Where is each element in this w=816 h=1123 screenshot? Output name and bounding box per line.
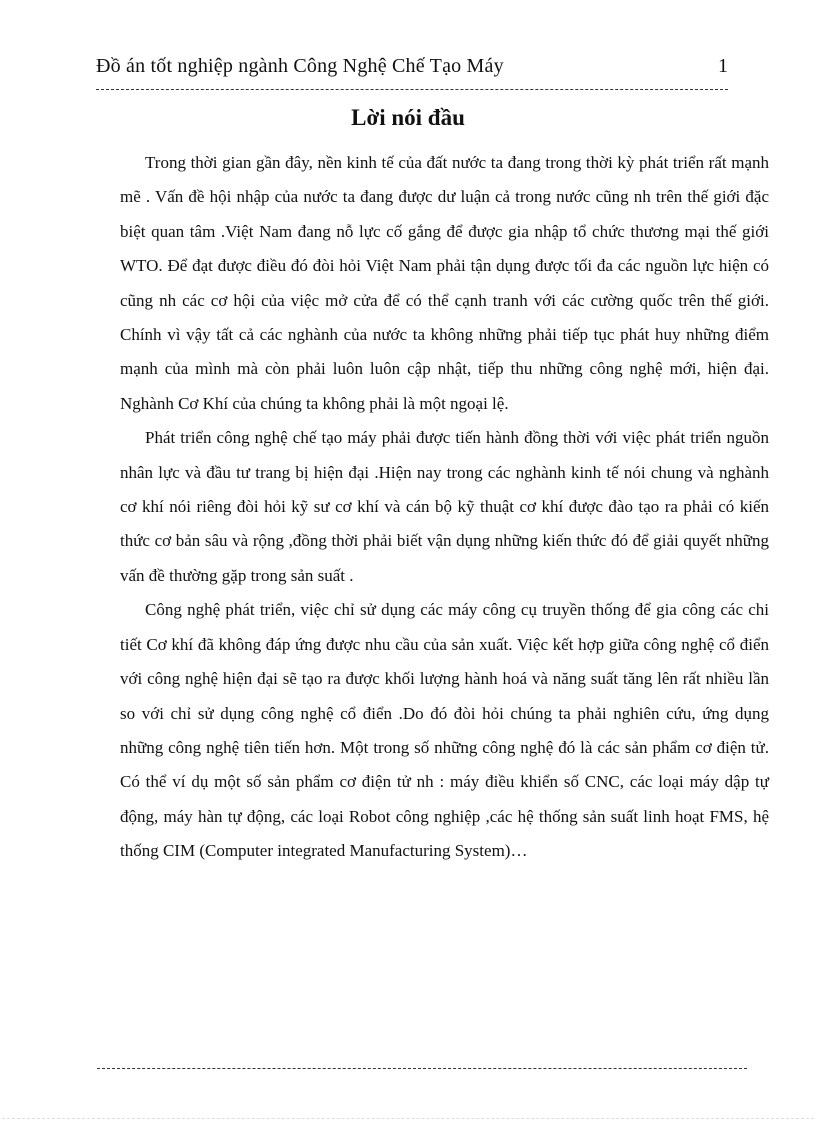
paragraph: Phát triển công nghệ chế tạo máy phải được tiến hành đồng thời với việc phát triển nguồn nhân lực và đầu tư trang bị hiện đại .Hiện nay trong các nghành kinh tế nói chung và nghành cơ khí nói riêng đòi hỏi kỹ sư cơ khí và cán bộ kỹ thuật cơ khí được đào tạo ra phải có kiến thức cơ bản sâu và rộng ,đồng thời phải biết vận dụng những kiến thức đó để giải quyết những vấn đề thường gặp trong sản suất .	[120, 428, 769, 585]
footer-dashed-rule	[97, 1068, 747, 1069]
page-header	[96, 52, 728, 82]
header-title: Đồ án tốt nghiệp ngành Công Nghệ Chế Tạo Máy	[96, 55, 504, 77]
page-edge-divider	[2, 1118, 814, 1119]
paragraph: Trong thời gian gần đây, nền kinh tế của đất nước ta đang trong thời kỳ phát triển rất mạnh mẽ . Vấn đề hội nhập của nước ta đang được dư luận cả trong nước cũng nh trên thế giới đặc biệt quan tâm .Việt Nam đang nỗ lực cố gắng để được gia nhập tổ chức thương mại thế giới WTO. Để đạt được điều đó đòi hỏi Việt Nam phải tận dụng được tối đa các nguồn lực hiện có cũng nh các cơ hội của việc mở cửa để có thể cạnh tranh với các cường quốc trên thế giới. Chính vì vậy tất cả các nghành của nước ta không những phải tiếp tục phát huy những điểm mạnh của mình mà còn phải luôn luôn cập nhật, tiếp thu những công nghệ mới, hiện đại. Nghành Cơ Khí của chúng ta không phải là một ngoại lệ.	[120, 153, 769, 413]
paragraph: Công nghệ phát triển, việc chỉ sử dụng các máy công cụ truyền thống để gia công các chi tiết Cơ khí đã không đáp ứng được nhu cầu của sản xuất. Việc kết hợp giữa công nghệ cổ điển với công nghệ hiện đại sẽ tạo ra được khối lượng hành hoá và năng suất tăng lên rất nhiều lần so với chỉ sử dụng công nghệ cổ điển .Do đó đòi hỏi chúng ta phải nghiên cứu, ứng dụng những công nghệ tiên tiến hơn. Một trong số những công nghệ đó là các sản phẩm cơ điện tử. Có thể ví dụ một số sản phẩm cơ điện tử nh : máy điều khiển số CNC, các loại máy dập tự động, máy hàn tự động, các loại Robot công nghiệp ,các hệ thống sản suất linh hoạt FMS, hệ thống CIM (Computer integrated Manufacturing System)…	[120, 600, 769, 861]
header-dashed-rule	[96, 89, 728, 90]
document-title: Lời nói đầu	[351, 105, 465, 130]
document-body	[120, 146, 769, 869]
page-number: 1	[718, 55, 728, 77]
